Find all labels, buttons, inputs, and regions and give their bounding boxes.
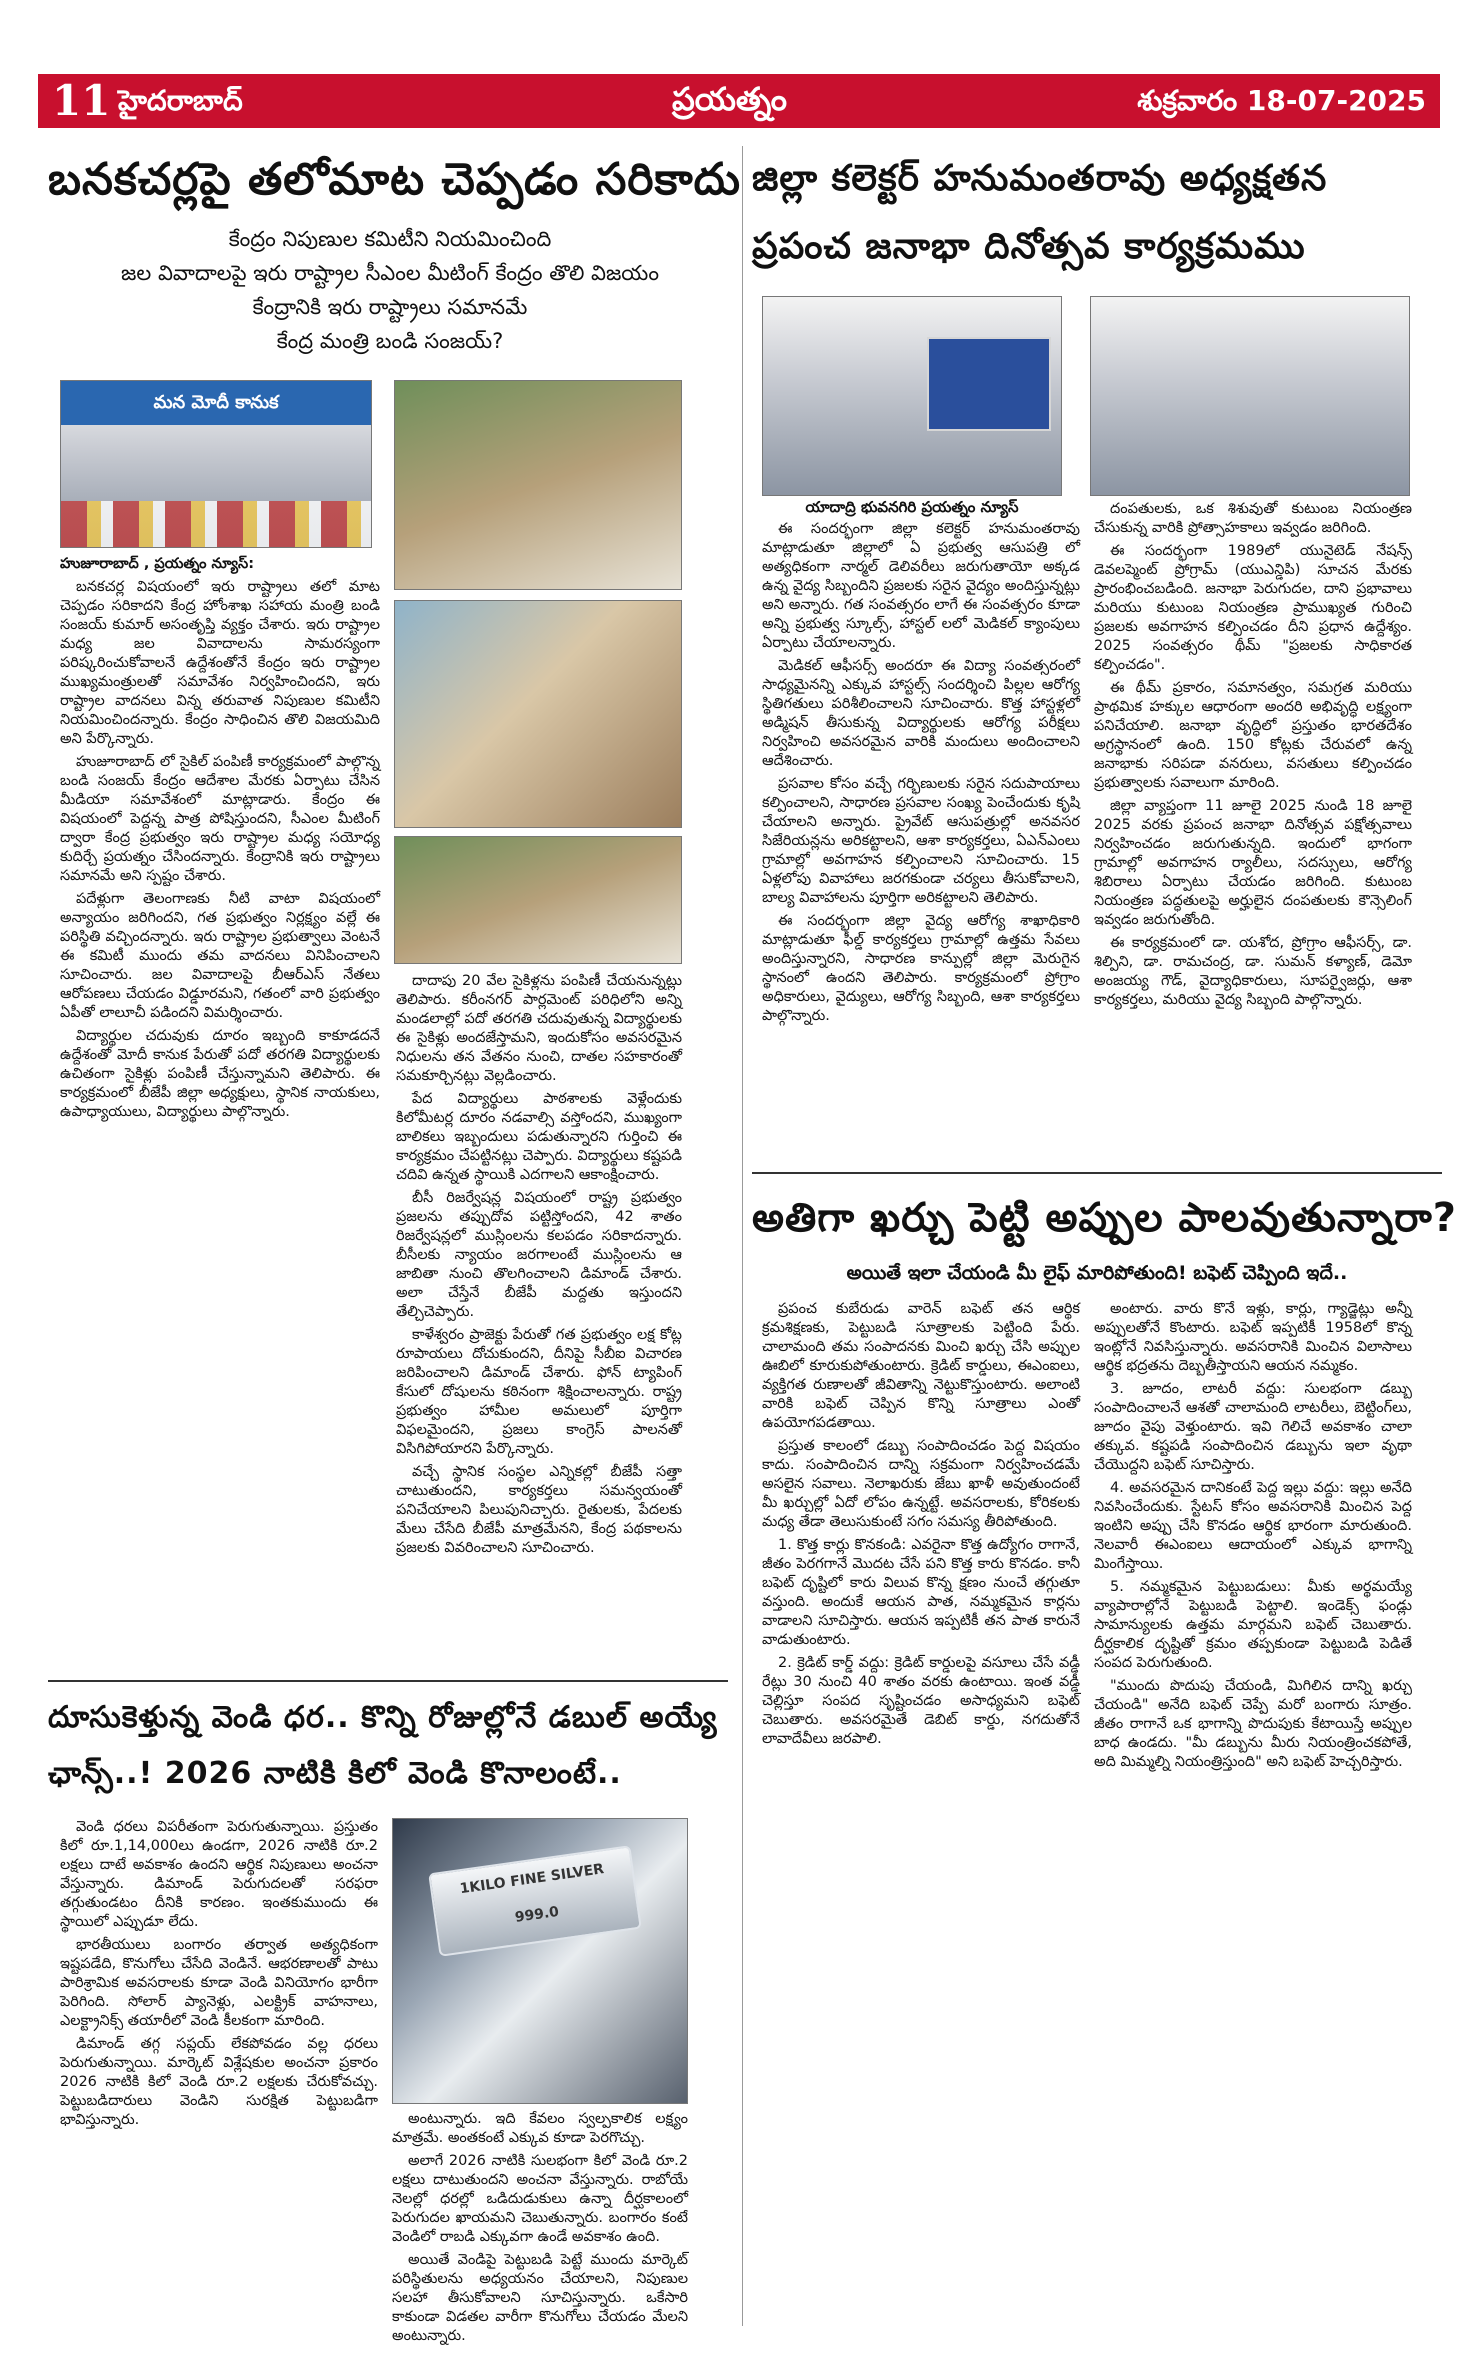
paragraph: 2. క్రెడిట్ కార్డ్ వద్దు: క్రెడిట్ కార్డులపై వసూలు చేసే వడ్డీ రేట్లు 30 నుంచి 40 శాతం వరకు ఉంటాయి. ఇంత వడ్డీ చెల్లిస్తూ సంపద సృష్టించడం అసాధ్యమని బఫెట్ చెబుతారు. అవసరమైతే డెబిట్ కార్డు, నగదుతోనే లావాదేవీలు జరపాలి. xyxy=(762,1655,1080,1747)
silver-bar-purity: 999.0 xyxy=(513,1903,560,1926)
collector-event-photo-2 xyxy=(1090,296,1410,496)
paragraph: ఈ సందర్భంగా జిల్లా కలెక్టర్ హనుమంతరావు మాట్లాడుతూ జిల్లాలో ఏ ప్రభుత్వ ఆసుపత్రి లో అత్యధికంగా నార్మల్ డెలివరీలు జరుగుతాయో అక్కడ ఉన్న వైద్య సిబ్బందిని ప్రజలకు సరైన వైద్యం అందిస్తున్నట్లు అని అన్నారు. గత సంవత్సరం లాగే ఈ సంవత్సరం కూడా అన్ని ప్రభుత్వ స్కూల్స్, హాస్టల్ లలో మెడికల్ క్యాంపులు ఏర్పాటు చేయాలన్నారు. xyxy=(762,521,1080,651)
paragraph: ఈ సందర్భంగా 1989లో యునైటెడ్ నేషన్స్ డెవలప్మెంట్ ప్రోగ్రామ్ (యుఎన్డిపి) సూచన మేరకు ప్రారంభించబడింది. జనాభా పెరుగుదల, దాని ప్రభావాలు మరియు కుటుంబ నియంత్రణ ప్రాముఖ్యత గురించి ప్రజలకు అవగాహన కల్పించడం దీని ప్రధాన ఉద్దేశ్యం. 2025 సంవత్సరం థీమ్ "ప్రజలకు సాధికారత కల్పించడం". xyxy=(1094,543,1412,673)
paragraph: విద్యార్థుల చదువుకు దూరం ఇబ్బంది కాకూడదనే ఉద్దేశంతో మోదీ కానుక పేరుతో పదో తరగతి విద్యార్థులకు ఉచితంగా సైకిళ్లు పంపిణీ చేస్తున్నామని తెలిపారు. ఈ కార్యక్రమంలో బీజేపీ జిల్లా అధ్యక్షులు, స్థానిక నాయకులు, ఉపాధ్యాయులు, విద్యార్థులు పాల్గొన్నారు. xyxy=(60,1028,380,1120)
banakacharla-dateline: హుజూరాబాద్ , ప్రయత్నం న్యూస్: xyxy=(60,556,254,572)
banakacharla-body-col1 xyxy=(60,578,380,1670)
collector-body-col1 xyxy=(762,520,1080,1162)
paragraph: ఈ కార్యక్రమంలో డా. యశోద, ప్రోగ్రాం ఆఫీసర్స్, డా. శిల్పిని, డా. రామచంద్ర, డా. సుమన్ కళ్యాణ్, డెమో అంజయ్య గౌడ్, వైద్యాధికారులు, సూపర్వైజర్లు, ఆశా కార్యకర్తలు, మరియు వైద్య సిబ్బంది పాల్గొన్నారు. xyxy=(1094,935,1412,1008)
paragraph: బీసీ రిజర్వేషన్ల విషయంలో రాష్ట్ర ప్రభుత్వం ప్రజలను తప్పుదోవ పట్టిస్తోందని, 42 శాతం రిజర్వేషన్లలో ముస్లింలను కలపడం సరికాదన్నారు. బీసీలకు న్యాయం జరగాలంటే ముస్లింలను ఆ జాబితా నుంచి తొలగించాలని డిమాండ్ చేశారు. అలా చేస్తేనే బీజేపీ మద్దతు ఇస్తుందని తేల్చిచెప్పారు. xyxy=(396,1190,682,1320)
subhead: కేంద్ర మంత్రి బండి సంజయ్? xyxy=(276,329,504,353)
silver-headline-line2: ఛాన్స్..! 2026 నాటికి కిలో వెండి కొనాలంటే.. xyxy=(48,1756,622,1791)
photo-cycles-row xyxy=(394,836,682,964)
paragraph: వెండి ధరలు విపరీతంగా పెరుగుతున్నాయి. ప్రస్తుతం కిలో రూ.1,14,000లు ఉండగా, 2026 నాటికి రూ.2 లక్షలు దాటే అవకాశం ఉందని ఆర్థిక నిపుణులు అంచనా వేస్తున్నారు. డిమాండ్ పెరుగుదలతో సరఫరా తగ్గుతుండటం దీనికి కారణం. ఇంతకుముందు ఈ స్థాయిలో ఎప్పుడూ లేదు. xyxy=(60,1819,378,1930)
paragraph: 3. జూదం, లాటరీ వద్దు: సులభంగా డబ్బు సంపాదించాలనే ఆశతో చాలామంది లాటరీలు, బెట్టింగ్‌లు, జూదం వైపు వెళ్తుంటారు. ఇవి గెలిచే అవకాశం చాలా తక్కువ. కష్టపడి సంపాదించిన డబ్బును ఇలా వృథా చేయొద్దని బఫెట్ సూచిస్తారు. xyxy=(1094,1381,1412,1473)
loans-body-col1 xyxy=(762,1300,1080,2324)
silver-bar-label: 1KILO FINE SILVER xyxy=(458,1861,606,1898)
section-divider xyxy=(752,1172,1442,1174)
paragraph: ఈ థీమ్ ప్రకారం, సమానత్వం, సమగ్రత మరియు ప్రాథమిక హక్కుల ఆధారంగా అందరి అభివృద్ధి లక్ష్యంగా పనిచేయాలి. జనాభా వృద్ధిలో ప్రస్తుతం భారతదేశం అగ్రస్థానంలో ఉంది. 150 కోట్లకు చేరువలో ఉన్న జనాభాకు సరిపడా వనరులు, వసతులు కల్పించడం ప్రభుత్వాలకు సవాలుగా మారింది. xyxy=(1094,680,1412,791)
loans-headline: అతిగా ఖర్చు పెట్టి అప్పుల పాలవుతున్నారా? xyxy=(752,1195,1457,1241)
paragraph: ప్రసవాల కోసం వచ్చే గర్భిణులకు సరైన సదుపాయాలు కల్పించాలని, సాధారణ ప్రసవాల సంఖ్య పెంచేందుకు కృషి చేయాలని అన్నారు. ప్రైవేట్ ఆసుపత్రుల్లో అనవసర సిజేరియన్లను అరికట్టాలని, ఆశా కార్యకర్తలు, ఏఎన్ఎంలు గ్రామాల్లో అవగాహన కల్పించాలని సూచించారు. 15 ఏళ్లలోపు వివాహాలు జరగకుండా చర్యలు తీసుకోవాలని, బాల్య వివాహాలను పూర్తిగా అరికట్టాలని తెలిపారు. xyxy=(762,776,1080,906)
paragraph: జిల్లా వ్యాప్తంగా 11 జూలై 2025 నుండి 18 జూలై 2025 వరకు ప్రపంచ జనాభా దినోత్సవ పక్షోత్సవాలు నిర్వహించడం జరుగుతున్నది. ఇందులో భాగంగా గ్రామాల్లో అవగాహన ర్యాలీలు, సదస్సులు, ఆరోగ్య శిబిరాలు ఏర్పాటు చేయడం జరిగింది. కుటుంబ నియంత్రణ పద్ధతులపై అర్హులైన దంపతులకు కౌన్సెలింగ్ ఇవ్వడం జరుగుతోంది. xyxy=(1094,798,1412,928)
masthead xyxy=(38,74,1440,128)
paragraph: 5. నమ్మకమైన పెట్టుబడులు: మీకు అర్థమయ్యే వ్యాపారాల్లోనే పెట్టుబడి పెట్టాలి. ఇండెక్స్ ఫండ్లు సామాన్యులకు ఉత్తమ మార్గమని బఫెట్ చెబుతారు. దీర్ఘకాలిక దృష్టితో క్రమం తప్పకుండా పెట్టుబడి పెడితే సంపద పెరుగుతుంది. xyxy=(1094,1579,1412,1671)
photo-cycle-handover-1 xyxy=(394,380,682,590)
paragraph: దాదాపు 20 వేల సైకిళ్లను పంపిణీ చేయనున్నట్లు తెలిపారు. కరీంనగర్ పార్లమెంట్ పరిధిలోని అన్ని మండలాల్లో పదో తరగతి చదువుతున్న విద్యార్థులకు ఈ సైకిళ్లు అందజేస్తామని, ఇందుకోసం అవసరమైన నిధులను తన వేతనం నుంచి, దాతల సహకారంతో సమకూర్చినట్లు వెల్లడించారు. xyxy=(396,973,682,1084)
paragraph: అంటారు. వారు కొనే ఇళ్లు, కార్లు, గ్యాడ్జెట్లు అన్నీ అప్పులతోనే కొంటారు. బఫెట్ ఇప్పటికీ 1958లో కొన్న ఇంట్లోనే నివసిస్తున్నారు. అవసరానికి మించిన విలాసాలు ఆర్థిక భద్రతను దెబ్బతీస్తాయని ఆయన నమ్మకం. xyxy=(1094,1301,1412,1374)
collector-body-col2 xyxy=(1094,500,1412,1162)
paragraph: 1. కొత్త కార్లు కొనకండి: ఎవరైనా కొత్త ఉద్యోగం రాగానే, జీతం పెరగగానే మొదట చేసే పని కొత్త కారు కొనడం. కానీ బఫెట్ దృష్టిలో కారు విలువ కొన్న క్షణం నుంచే తగ్గుతూ వస్తుంది. అందుకే ఆయన పాత, నమ్మకమైన కార్లను వాడాలని సూచిస్తారు. ఆయన ఇప్పటికీ తన పాత కారునే వాడుతుంటారు. xyxy=(762,1537,1080,1648)
paragraph: ప్రస్తుత కాలంలో డబ్బు సంపాదించడం పెద్ద విషయం కాదు. సంపాదించిన దాన్ని సక్రమంగా నిర్వహించడమే అసలైన సవాలు. నెలాఖరుకు జేబు ఖాళీ అవుతుందంటే మీ ఖర్చుల్లో ఏదో లోపం ఉన్నట్టే. అవసరాలకు, కోరికలకు మధ్య తేడా తెలుసుకుంటే సగం సమస్య తీరిపోతుంది. xyxy=(762,1438,1080,1530)
paragraph: పదేళ్లుగా తెలంగాణకు నీటి వాటా విషయంలో అన్యాయం జరిగిందని, గత ప్రభుత్వం నిర్లక్ష్యం వల్లే ఈ పరిస్థితి వచ్చిందన్నారు. ఇరు రాష్ట్రాల ప్రభుత్వాలు వెంటనే ఈ కమిటీ ముందు తమ వాదనలు వినిపించాలని సూచించారు. జల వివాదాలపై బీఆర్ఎస్ నేతలు ఆరోపణలు చేయడం విడ్డూరమని, గతంలో వారి ప్రభుత్వం ఏపీతో లాలూచీ పడిందని విమర్శించారు. xyxy=(60,891,380,1021)
paragraph: దంపతులకు, ఒక శిశువుతో కుటుంబ నియంత్రణ చేసుకున్న వారికి ప్రోత్సాహకాలు ఇవ్వడం జరిగింది. xyxy=(1094,501,1412,536)
collector-event-photo-1 xyxy=(762,296,1062,496)
issue-date: శుక్రవారం 18-07-2025 xyxy=(1137,84,1426,117)
silver-body-col1 xyxy=(60,1818,378,2322)
banakacharla-subheads xyxy=(60,222,720,358)
paragraph: కాళేశ్వరం ప్రాజెక్టు పేరుతో గత ప్రభుత్వం లక్ష కోట్ల రూపాయలు దోచుకుందని, దీనిపై సీబీఐ విచారణ జరిపించాలని డిమాండ్ చేశారు. ఫోన్ ట్యాపింగ్ కేసులో దోషులను కఠినంగా శిక్షించాలన్నారు. రాష్ట్ర ప్రభుత్వం హామీల అమలులో పూర్తిగా విఫలమైందని, ప్రజలు కాంగ్రెస్ పాలనతో విసిగిపోయారని పేర్కొన్నారు. xyxy=(396,1327,682,1457)
paragraph: హుజూరాబాద్ లో సైకిల్ పంపిణీ కార్యక్రమంలో పాల్గొన్న బండి సంజయ్ కేంద్రం ఆదేశాల మేరకు ఏర్పాటు చేసిన మీడియా సమావేశంలో మాట్లాడారు. కేంద్రం ఈ విషయంలో పెద్దన్న పాత్ర పోషిస్తుందని, సీఎంల మీటింగ్ ద్వారా కేంద్ర ప్రభుత్వం ఇరు రాష్ట్రాల మధ్య సయోధ్య కుదిర్చే ప్రయత్నం చేసిందన్నారు. కేంద్రానికి ఇరు రాష్ట్రాలు సమానమే అని స్పష్టం చేశారు. xyxy=(60,754,380,884)
collector-photo-caption: యాదాద్రి భువనగిరి ప్రయత్నం న్యూస్ xyxy=(805,498,1019,516)
stage-photo xyxy=(60,380,372,548)
paragraph: అయితే వెండిపై పెట్టుబడి పెట్టే ముందు మార్కెట్ పరిస్థితులను అధ్యయనం చేయాలని, నిపుణుల సలహా తీసుకోవాలని సూచిస్తున్నారు. ఒకేసారి కాకుండా విడతల వారీగా కొనుగోలు చేయడం మేలని అంటున్నారు. xyxy=(392,2252,688,2344)
paragraph: అలాగే 2026 నాటికి సులభంగా కిలో వెండి రూ.2 లక్షలు దాటుతుందని అంచనా వేస్తున్నారు. రాబోయే నెలల్లో ధరల్లో ఒడిదుడుకులు ఉన్నా దీర్ఘకాలంలో పెరుగుదల ఖాయమని చెబుతున్నారు. బంగారం కంటే వెండిలో రాబడి ఎక్కువగా ఉండే అవకాశం ఉంది. xyxy=(392,2153,688,2245)
banakacharla-body-col2 xyxy=(396,972,682,1670)
subhead: జల వివాదాలపై ఇరు రాష్ట్రాల సీఎంల మీటింగ్ కేంద్రం తొలి విజయం xyxy=(121,261,659,285)
silver-body-col2 xyxy=(392,2110,688,2344)
paragraph: భారతీయులు బంగారం తర్వాత అత్యధికంగా ఇష్టపడేది, కొనుగోలు చేసేది వెండినే. ఆభరణాలతో పాటు పారిశ్రామిక అవసరాలకు కూడా వెండి వినియోగం భారీగా పెరిగింది. సోలార్ ప్యానెళ్లు, ఎలక్ట్రిక్ వాహనాలు, ఎలక్ట్రానిక్స్ తయారీలో వెండి కీలకంగా మారింది. xyxy=(60,1937,378,2029)
paragraph: ప్రపంచ కుబేరుడు వారెన్ బఫెట్ తన ఆర్థిక క్రమశిక్షణకు, పెట్టుబడి సూత్రాలకు పెట్టింది పేరు. చాలామంది తమ సంపాదనకు మించి ఖర్చు చేసి అప్పుల ఊబిలో కూరుకుపోతుంటారు. క్రెడిట్ కార్డులు, ఈఎంఐలు, వ్యక్తిగత రుణాలతో జీవితాన్ని నెట్టుకొస్తుంటారు. అలాంటి వారికి బఫెట్ చెప్పిన కొన్ని సూత్రాలు ఎంతో ఉపయోగపడతాయి. xyxy=(762,1301,1080,1431)
silver-bar-stamp xyxy=(428,1845,642,1957)
paragraph: వచ్చే స్థానిక సంస్థల ఎన్నికల్లో బీజేపీ సత్తా చాటుతుందని, కార్యకర్తలు సమన్వయంతో పనిచేయాలని పిలుపునిచ్చారు. రైతులకు, పేదలకు మేలు చేసేది బీజేపీ మాత్రమేనని, కేంద్ర పథకాలను ప్రజలకు వివరించాలని సూచించారు. xyxy=(396,1464,682,1556)
page-number: 11 xyxy=(52,76,111,125)
silver-bars-photo xyxy=(392,1818,688,2104)
paragraph: అంటున్నారు. ఇది కేవలం స్వల్పకాలిక లక్ష్యం మాత్రమే. అంతకంటే ఎక్కువ కూడా పెరగొచ్చు. xyxy=(392,2111,688,2146)
paragraph: ఈ సందర్భంగా జిల్లా వైద్య ఆరోగ్య శాఖాధికారి మాట్లాడుతూ ఫీల్డ్ కార్యకర్తలు గ్రామాల్లో ఉత్తమ సేవలు అందిస్తున్నారని, సాధారణ కాన్పుల్లో జిల్లా మెరుగైన స్థానంలో ఉందని తెలిపారు. కార్యక్రమంలో ప్రోగ్రాం అధికారులు, వైద్యులు, ఆరోగ్య సిబ్బంది, ఆశా కార్యకర్తలు పాల్గొన్నారు. xyxy=(762,913,1080,1024)
subhead: కేంద్రం నిపుణుల కమిటీని నియమించింది xyxy=(228,227,552,251)
banakacharla-headline: బనకచర్లపై తలోమాట చెప్పడం సరికాదు xyxy=(48,154,741,205)
paragraph: "ముందు పొదుపు చేయండి, మిగిలిన దాన్ని ఖర్చు చేయండి" అనేది బఫెట్ చెప్పే మరో బంగారు సూత్రం. జీతం రాగానే ఒక భాగాన్ని పొదుపుకు కేటాయిస్తే అప్పుల బాధ ఉండదు. "మీ డబ్బును మీరు నియంత్రించకపోతే, అది మిమ్మల్ని నియంత్రిస్తుంది" అని బఫెట్ హెచ్చరిస్తారు. xyxy=(1094,1678,1412,1770)
loans-subhead: అయితే ఇలా చేయండి మీ లైఫ్ మారిపోతుంది! బఫెట్ చెప్పింది ఇదే.. xyxy=(846,1262,1348,1284)
photo-cycle-handover-2 xyxy=(394,600,682,828)
column-divider xyxy=(742,146,743,2326)
paper-name: ప్రయత్నం xyxy=(672,80,787,118)
silver-headline-line1: దూసుకెళ్తున్న వెండి ధర.. కొన్ని రోజుల్లోనే డబుల్ అయ్యే xyxy=(48,1700,718,1735)
photo-banner: మన మోదీ కానుక xyxy=(61,381,371,425)
loans-body-col2 xyxy=(1094,1300,1412,2324)
paragraph: బనకచర్ల విషయంలో ఇరు రాష్ట్రాలు తలో మాట చెప్పడం సరికాదని కేంద్ర హోంశాఖ సహాయ మంత్రి బండి సంజయ్ కుమార్ అసంతృప్తి వ్యక్తం చేశారు. ఇరు రాష్ట్రాల మధ్య జల వివాదాలను సామరస్యంగా పరిష్కరించుకోవాలనే ఉద్దేశంతోనే కేంద్రం ఇరు రాష్ట్రాల ముఖ్యమంత్రులతో సమావేశం నిర్వహించిందని, ఇరు రాష్ట్రాల వాదనలు విన్న తరువాత నిపుణుల కమిటీని నియమించిందన్నారు. కేంద్రం సాధించిన తొలి విజయమిది అని పేర్కొన్నారు. xyxy=(60,579,380,747)
paragraph: మెడికల్ ఆఫీసర్స్ అందరూ ఈ విద్యా సంవత్సరంలో సాధ్యమైనన్ని ఎక్కువ హాస్టల్స్ సందర్శించి పిల్లల ఆరోగ్య స్థితిగతులు పరిశీలించాలని సూచించారు. కొత్త హాస్టళ్లలో అడ్మిషన్ తీసుకున్న విద్యార్థులకు ఆరోగ్య పరీక్షలు నిర్వహించి అవసరమైన వారికి మందులు అందించాలని ఆదేశించారు. xyxy=(762,658,1080,769)
collector-headline-line1: జిల్లా కలెక్టర్ హనుమంతరావు అధ్యక్షతన xyxy=(752,158,1328,199)
subhead: కేంద్రానికి ఇరు రాష్ట్రాలు సమానమే xyxy=(252,295,528,319)
paragraph: పేద విద్యార్థులు పాఠశాలకు వెళ్లేందుకు కిలోమీటర్ల దూరం నడవాల్సి వస్తోందని, ముఖ్యంగా బాలికలు ఇబ్బందులు పడుతున్నారని గుర్తించి ఈ కార్యక్రమం చేపట్టినట్లు చెప్పారు. విద్యార్థులు కష్టపడి చదివి ఉన్నత స్థాయికి ఎదగాలని ఆకాంక్షించారు. xyxy=(396,1091,682,1183)
collector-headline-line2: ప్రపంచ జనాభా దినోత్సవ కార్యక్రమము xyxy=(752,226,1306,267)
paragraph: 4. అవసరమైన దానికంటే పెద్ద ఇల్లు వద్దు: ఇల్లు అనేది నివసించేందుకు. స్టేటస్ కోసం అవసరానికి మించిన పెద్ద ఇంటిని అప్పు చేసి కొనడం ఆర్థిక భారంగా మారుతుంది. నెలవారీ ఈఎంఐలు ఆదాయంలో ఎక్కువ భాగాన్ని మింగేస్తాయి. xyxy=(1094,1480,1412,1572)
paragraph: డిమాండ్ తగ్గ సప్లయ్ లేకపోవడం వల్ల ధరలు పెరుగుతున్నాయి. మార్కెట్ విశ్లేషకుల అంచనా ప్రకారం 2026 నాటికి కిలో వెండి రూ.2 లక్షలకు చేరుకోవచ్చు. పెట్టుబడిదారులు వెండిని సురక్షిత పెట్టుబడిగా భావిస్తున్నారు. xyxy=(60,2036,378,2128)
section-divider xyxy=(48,1680,728,1682)
edition-city: హైదరాబాద్ xyxy=(118,84,243,117)
